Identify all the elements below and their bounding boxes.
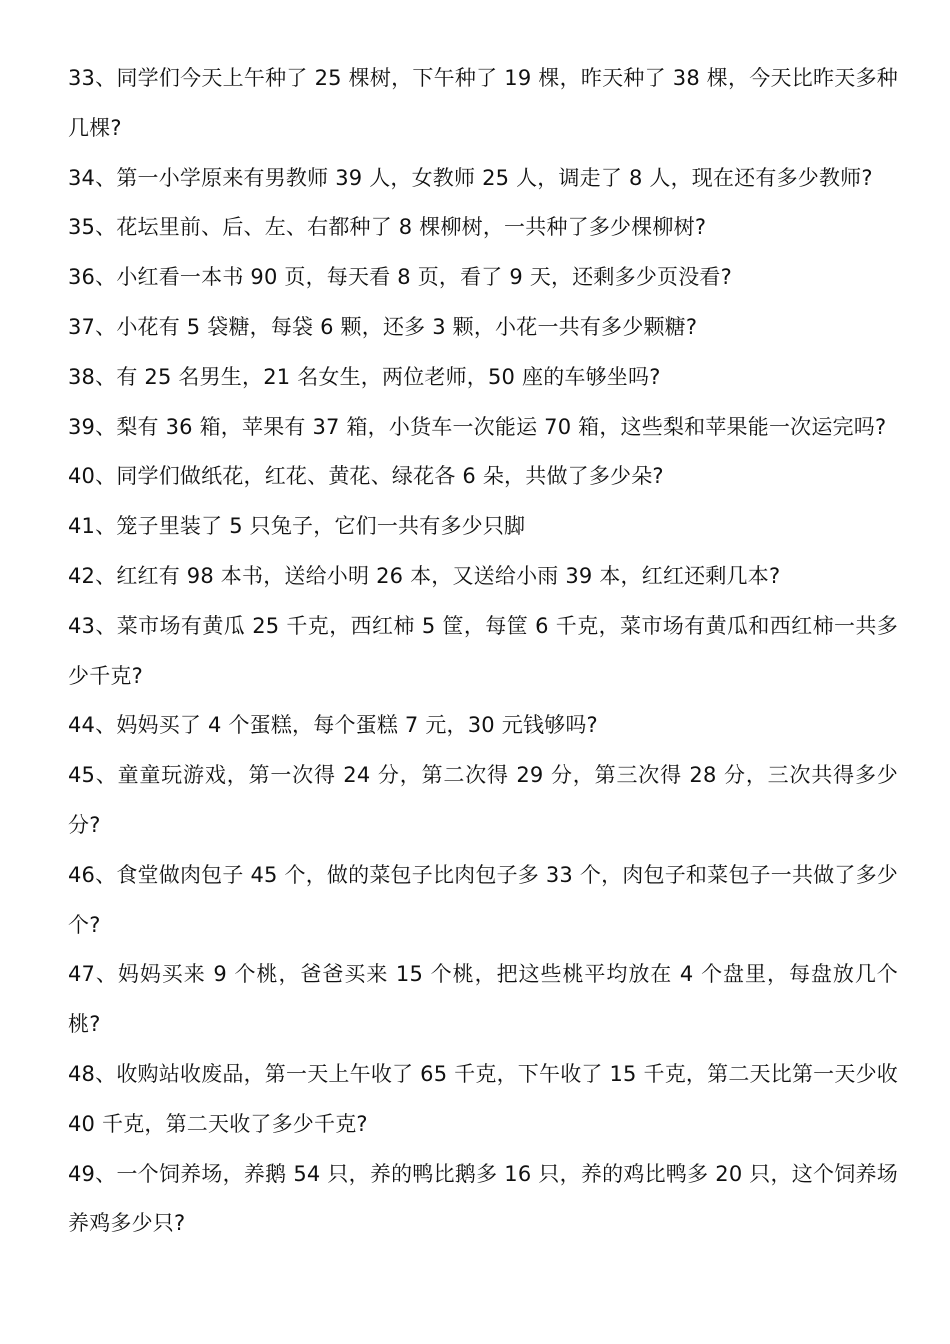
problem-text: 妈妈买了 4 个蛋糕，每个蛋糕 7 元，30 元钱够吗? — [116, 713, 598, 738]
problem-36 — [68, 253, 898, 303]
problem-48 — [68, 1050, 898, 1150]
problem-separator: 、 — [95, 563, 117, 588]
problem-number: 41 — [68, 514, 96, 539]
problem-separator: 、 — [95, 314, 117, 339]
problem-separator: 、 — [95, 713, 117, 738]
problem-40 — [68, 452, 898, 502]
problem-45 — [68, 751, 898, 851]
problem-number: 48 — [68, 1061, 96, 1086]
problem-38 — [68, 353, 898, 403]
problem-34 — [68, 154, 898, 204]
problem-text: 同学们做纸花，红花、黄花、绿花各 6 朵，共做了多少朵? — [116, 464, 664, 489]
problem-number: 33 — [68, 66, 96, 90]
problem-text: 小红看一本书 90 页，每天看 8 页，看了 9 天，还剩多少页没看? — [116, 265, 732, 290]
problem-separator: 、 — [95, 1161, 117, 1186]
problem-35 — [68, 203, 898, 253]
problem-text: 一个饲养场，养鹅 54 只，养的鸭比鹅多 16 只，养的鸡比鸭多 20 只，这个饲养场养鸡多少只? — [68, 1161, 898, 1236]
problem-number: 43 — [68, 613, 96, 638]
problem-number: 46 — [68, 862, 96, 887]
problem-39 — [68, 403, 898, 453]
problem-separator: 、 — [95, 215, 117, 240]
word-problem-list — [68, 54, 898, 1249]
problem-text: 有 25 名男生，21 名女生，两位老师，50 座的车够坐吗? — [116, 364, 661, 389]
problem-separator: 、 — [95, 763, 118, 788]
problem-text: 妈妈买来 9 个桃，爸爸买来 15 个桃，把这些桃平均放在 4 个盘里，每盘放几个桃? — [68, 962, 898, 1037]
problem-49 — [68, 1150, 898, 1250]
problem-number: 49 — [68, 1161, 96, 1186]
problem-separator: 、 — [95, 265, 117, 290]
problem-text: 收购站收废品，第一天上午收了 65 千克，下午收了 15 千克，第二天比第一天少收 40 千克，第二天收了多少千克? — [68, 1061, 898, 1136]
problem-number: 36 — [68, 265, 96, 290]
problem-number: 34 — [68, 165, 96, 190]
problem-text: 花坛里前、后、左、右都种了 8 棵柳树，一共种了多少棵柳树? — [116, 215, 707, 240]
problem-number: 47 — [68, 962, 96, 987]
problem-number: 42 — [68, 563, 96, 588]
problem-separator: 、 — [95, 862, 117, 887]
problem-separator: 、 — [95, 1061, 117, 1086]
problem-number: 44 — [68, 713, 96, 738]
problem-separator: 、 — [95, 464, 117, 489]
problem-separator: 、 — [95, 414, 117, 439]
problem-text: 童童玩游戏，第一次得 24 分，第二次得 29 分，第三次得 28 分，三次共得多少分? — [68, 763, 898, 837]
problem-42 — [68, 552, 898, 602]
problem-text: 同学们今天上午种了 25 棵树，下午种了 19 棵，昨天种了 38 棵，今天比昨天多种几棵? — [68, 66, 898, 140]
problem-text: 小花有 5 袋糖，每袋 6 颗，还多 3 颗，小花一共有多少颗糖? — [116, 314, 698, 339]
problem-43 — [68, 602, 898, 702]
problem-text: 第一小学原来有男教师 39 人，女教师 25 人，调走了 8 人，现在还有多少教师? — [116, 165, 873, 190]
problem-text: 菜市场有黄瓜 25 千克，西红柿 5 筐，每筐 6 千克，菜市场有黄瓜和西红柿一共多少千克? — [68, 613, 898, 688]
problem-separator: 、 — [95, 514, 117, 539]
problem-number: 38 — [68, 364, 96, 389]
problem-number: 37 — [68, 314, 96, 339]
problem-text: 梨有 36 箱，苹果有 37 箱，小货车一次能运 70 箱，这些梨和苹果能一次运完吗? — [116, 414, 887, 439]
problem-text: 食堂做肉包子 45 个，做的菜包子比肉包子多 33 个，肉包子和菜包子一共做了多少个? — [68, 862, 898, 937]
problem-separator: 、 — [95, 66, 117, 90]
problem-separator: 、 — [95, 165, 117, 190]
problem-37 — [68, 303, 898, 353]
problem-41 — [68, 502, 898, 552]
problem-number: 39 — [68, 414, 96, 439]
problem-separator: 、 — [95, 364, 117, 389]
problem-separator: 、 — [95, 613, 117, 638]
problem-number: 45 — [68, 763, 96, 788]
problem-47 — [68, 950, 898, 1050]
problem-number: 35 — [68, 215, 96, 240]
problem-number: 40 — [68, 464, 96, 489]
problem-33 — [68, 54, 898, 154]
problem-46 — [68, 851, 898, 951]
problem-text: 红红有 98 本书，送给小明 26 本，又送给小雨 39 本，红红还剩几本? — [116, 563, 781, 588]
problem-44 — [68, 701, 898, 751]
problem-text: 笼子里装了 5 只兔子，它们一共有多少只脚 — [116, 514, 526, 539]
problem-separator: 、 — [95, 962, 118, 987]
